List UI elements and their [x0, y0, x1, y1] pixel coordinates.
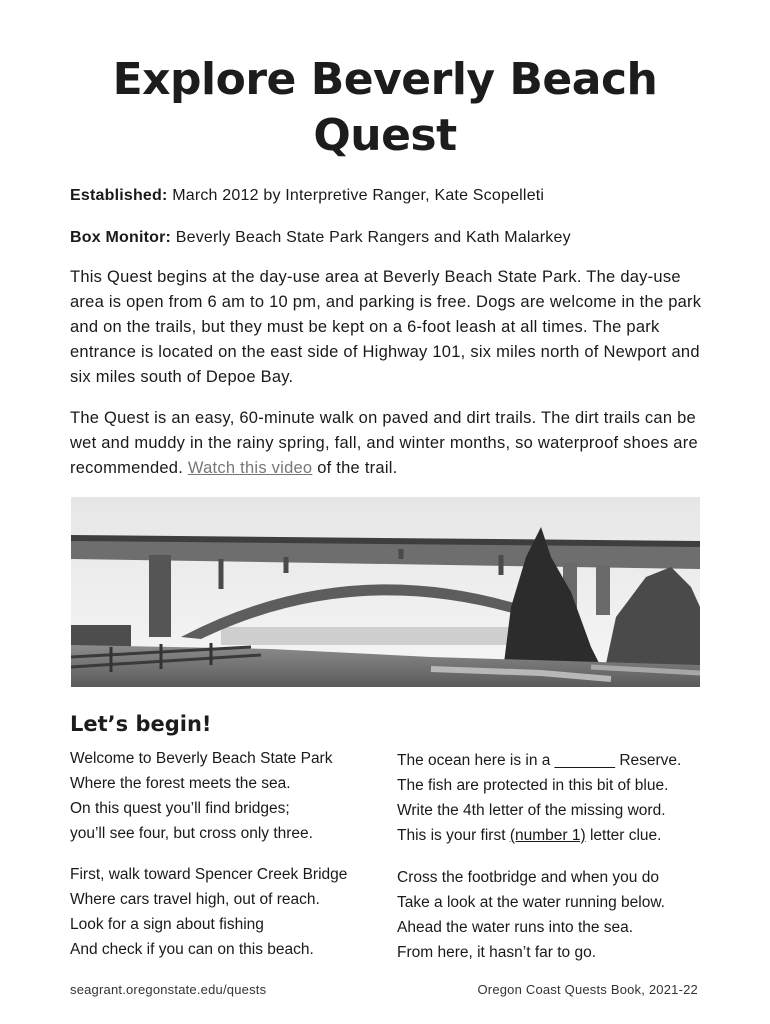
- poem-line: Where cars travel high, out of reach.: [70, 891, 320, 908]
- footer-book-title: Oregon Coast Quests Book, 2021-22: [477, 982, 698, 997]
- poem-line: Welcome to Beverly Beach State Park: [70, 750, 333, 767]
- clue-line-end: letter clue.: [589, 827, 662, 844]
- poem-line: First, walk toward Spencer Creek Bridge: [70, 866, 348, 883]
- footer-url: seagrant.oregonstate.edu/quests: [70, 982, 267, 997]
- poem-line: The fish are protected in this bit of blue.: [397, 777, 669, 794]
- walk-paragraph-text: The Quest is an easy, 60-minute walk on paved and dirt trails. The dirt trails can be wet and muddy in the rainy spring, fall, and winter months, so waterproof shoes are recommended.: [70, 409, 698, 477]
- intro-paragraph: This Quest begins at the day-use area at Beverly Beach State Park. The day-use area is open from 6 am to 10 pm, and parking is free. Dogs are welcome in the park and on the trails, but they must be kept on a 6-foot leash at all times. The park entrance is located on the east side of Highway 101, six miles north of Newport and six miles south of Depoe Bay.: [70, 268, 702, 386]
- section-heading: Let’s begin!: [70, 712, 212, 736]
- clue-number: (number 1): [509, 827, 586, 844]
- title-line-1: Explore Beverly Beach: [112, 54, 658, 105]
- walk-paragraph-tail: of the trail.: [317, 459, 398, 477]
- poem-right-stanza-2: [397, 865, 665, 965]
- page-title: [40, 52, 730, 164]
- poem-line: you’ll see four, but cross only three.: [70, 825, 313, 842]
- box-monitor-value: Beverly Beach State Park Rangers and Kath Malarkey: [175, 229, 571, 246]
- poem-line: Take a look at the water running below.: [397, 894, 665, 911]
- poem-line: And check if you can on this beach.: [70, 941, 314, 958]
- bridge-photo: [71, 497, 700, 687]
- poem-line: Cross the footbridge and when you do: [397, 869, 659, 886]
- poem-line: On this quest you’ll find bridges;: [70, 800, 290, 817]
- clue-line-start: This is your first: [397, 827, 506, 844]
- poem-line: Look for a sign about fishing: [70, 916, 264, 933]
- poem-left-stanza-2: [70, 862, 347, 962]
- established-line: [70, 187, 544, 205]
- box-monitor-label: Box Monitor:: [70, 229, 172, 246]
- title-line-2: Quest: [313, 110, 457, 161]
- poem-right-stanza-1: [397, 748, 681, 848]
- watch-video-link[interactable]: Watch this video: [187, 459, 313, 477]
- poem-line: Where the forest meets the sea.: [70, 775, 291, 792]
- poem-left-stanza-1: [70, 746, 332, 846]
- established-value: March 2012 by Interpretive Ranger, Kate Scopelleti: [172, 187, 545, 204]
- walk-paragraph: [70, 406, 710, 481]
- box-monitor-line: [70, 229, 571, 247]
- poem-line: Write the 4th letter of the missing word.: [397, 802, 666, 819]
- poem-line: Ahead the water runs into the sea.: [397, 919, 634, 936]
- established-label: Established:: [70, 187, 168, 204]
- poem-line: The ocean here is in a _______ Reserve.: [397, 752, 682, 769]
- poem-line: From here, it hasn’t far to go.: [397, 944, 597, 961]
- poem-line: [397, 823, 681, 848]
